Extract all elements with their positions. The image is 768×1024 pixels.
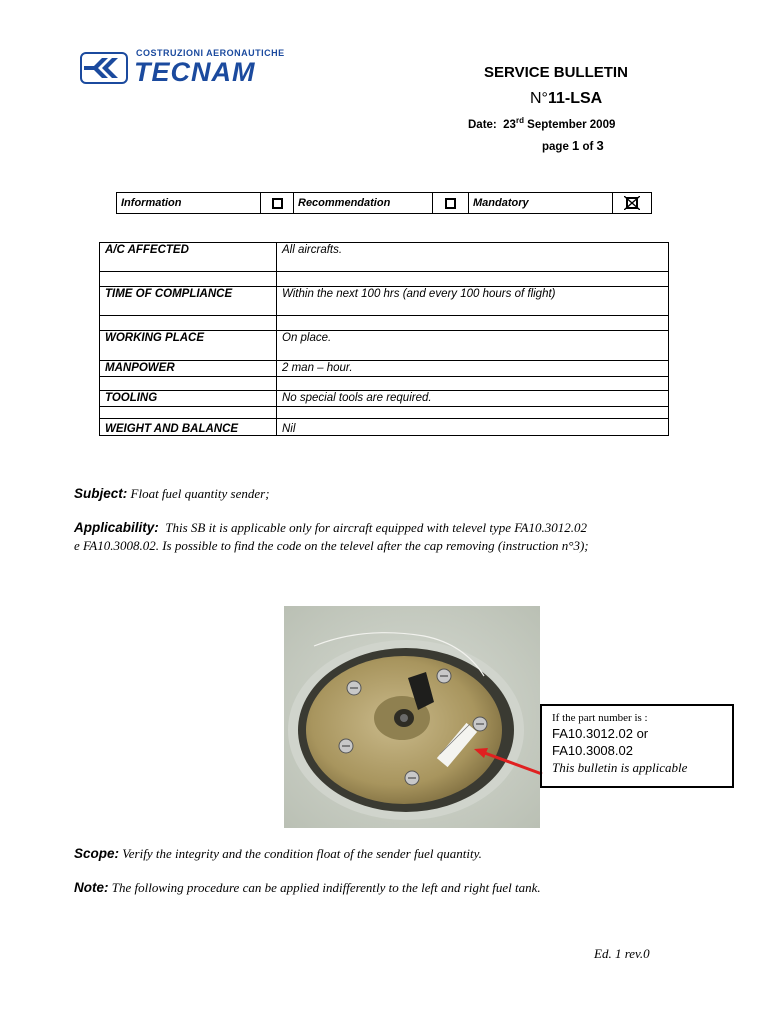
bulletin-title: SERVICE BULLETIN: [484, 64, 628, 81]
table-row: [100, 419, 669, 436]
table-row: [100, 407, 669, 419]
row-key: [100, 377, 277, 391]
mandatory-checkbox[interactable]: [613, 193, 651, 213]
table-row: [100, 331, 669, 361]
page-of: of: [582, 141, 594, 153]
tecnam-logo: [80, 48, 285, 88]
date-label: Date:: [468, 118, 497, 131]
row-key: TOOLING: [100, 391, 277, 407]
row-value: [277, 316, 669, 331]
row-value: Nil: [277, 419, 669, 436]
tecnam-emblem-icon: [80, 52, 128, 84]
row-value: On place.: [277, 331, 669, 361]
table-row: [100, 272, 669, 287]
date-day: 23: [503, 118, 516, 131]
table-row: [100, 391, 669, 407]
number-prefix: N°: [530, 90, 548, 107]
page-total: 3: [596, 138, 604, 153]
callout-line-1: FA10.3012.02 or: [552, 726, 649, 741]
row-key: [100, 316, 277, 331]
edition-label: Ed. 1 rev.0: [594, 946, 650, 961]
subject-text: Float fuel quantity sender;: [130, 486, 270, 501]
bulletin-number: [530, 90, 602, 108]
applicability-text-1: This SB it is applicable only for aircraft equipped with televel type FA10.3012.02: [165, 520, 587, 535]
row-key: TIME OF COMPLIANCE: [100, 287, 277, 316]
table-row: [100, 243, 669, 272]
callout-line-2: FA10.3008.02: [552, 743, 633, 758]
type-label-mandatory: Mandatory: [469, 193, 613, 213]
callout-line-0: If the part number is :: [552, 712, 648, 724]
row-value: [277, 407, 669, 419]
type-label-information: Information: [117, 193, 261, 213]
subject-line: [74, 486, 270, 502]
row-key: WEIGHT AND BALANCE: [100, 419, 277, 436]
row-key: [100, 407, 277, 419]
applicability-line-1: [74, 520, 587, 536]
row-value: All aircrafts.: [277, 243, 669, 272]
row-key: WORKING PLACE: [100, 331, 277, 361]
applicability-label: Applicability:: [74, 520, 159, 535]
part-number-callout: [540, 704, 734, 788]
scope-line: [74, 846, 482, 862]
page-current: 1: [572, 138, 580, 153]
table-row: [100, 361, 669, 377]
recommendation-checkbox[interactable]: [433, 193, 469, 213]
page-word: page: [542, 141, 569, 153]
bulletin-date: [468, 116, 615, 131]
page-indicator: [542, 138, 604, 153]
logo-subtitle: COSTRUZIONI AERONAUTICHE: [136, 48, 285, 58]
number-value: 11-LSA: [547, 90, 603, 107]
row-value: [277, 272, 669, 287]
unchecked-box-icon: [445, 198, 456, 209]
table-row: [100, 287, 669, 316]
applicability-line-2: e FA10.3008.02. Is possible to find the code on the televel after the cap removing (instruction n°3);: [74, 538, 589, 553]
red-arrow-icon: [470, 744, 550, 780]
subject-label: Subject:: [74, 486, 128, 501]
table-row: [100, 377, 669, 391]
row-value: [277, 377, 669, 391]
row-value: Within the next 100 hrs (and every 100 hours of flight): [277, 287, 669, 316]
note-line: [74, 880, 541, 896]
bulletin-info-table: [99, 242, 669, 436]
row-key: A/C AFFECTED: [100, 243, 277, 272]
checked-x-box-icon: [624, 196, 640, 210]
row-key: MANPOWER: [100, 361, 277, 377]
information-checkbox[interactable]: [261, 193, 294, 213]
fuel-sender-photo: [284, 606, 540, 828]
date-rest: September 2009: [527, 118, 616, 131]
callout-line-3: This bulletin is applicable: [552, 760, 688, 775]
row-value: 2 man – hour.: [277, 361, 669, 377]
bulletin-type-row: [116, 192, 652, 214]
note-text: The following procedure can be applied indifferently to the left and right fuel tank.: [111, 880, 541, 895]
row-value: No special tools are required.: [277, 391, 669, 407]
scope-text: Verify the integrity and the condition float of the sender fuel quantity.: [122, 846, 482, 861]
table-row: [100, 316, 669, 331]
note-label: Note:: [74, 880, 109, 895]
scope-label: Scope:: [74, 846, 120, 861]
logo-name: TECNAM: [134, 57, 256, 87]
date-suffix: rd: [515, 116, 524, 125]
type-label-recommendation: Recommendation: [294, 193, 433, 213]
unchecked-box-icon: [272, 198, 283, 209]
row-key: [100, 272, 277, 287]
